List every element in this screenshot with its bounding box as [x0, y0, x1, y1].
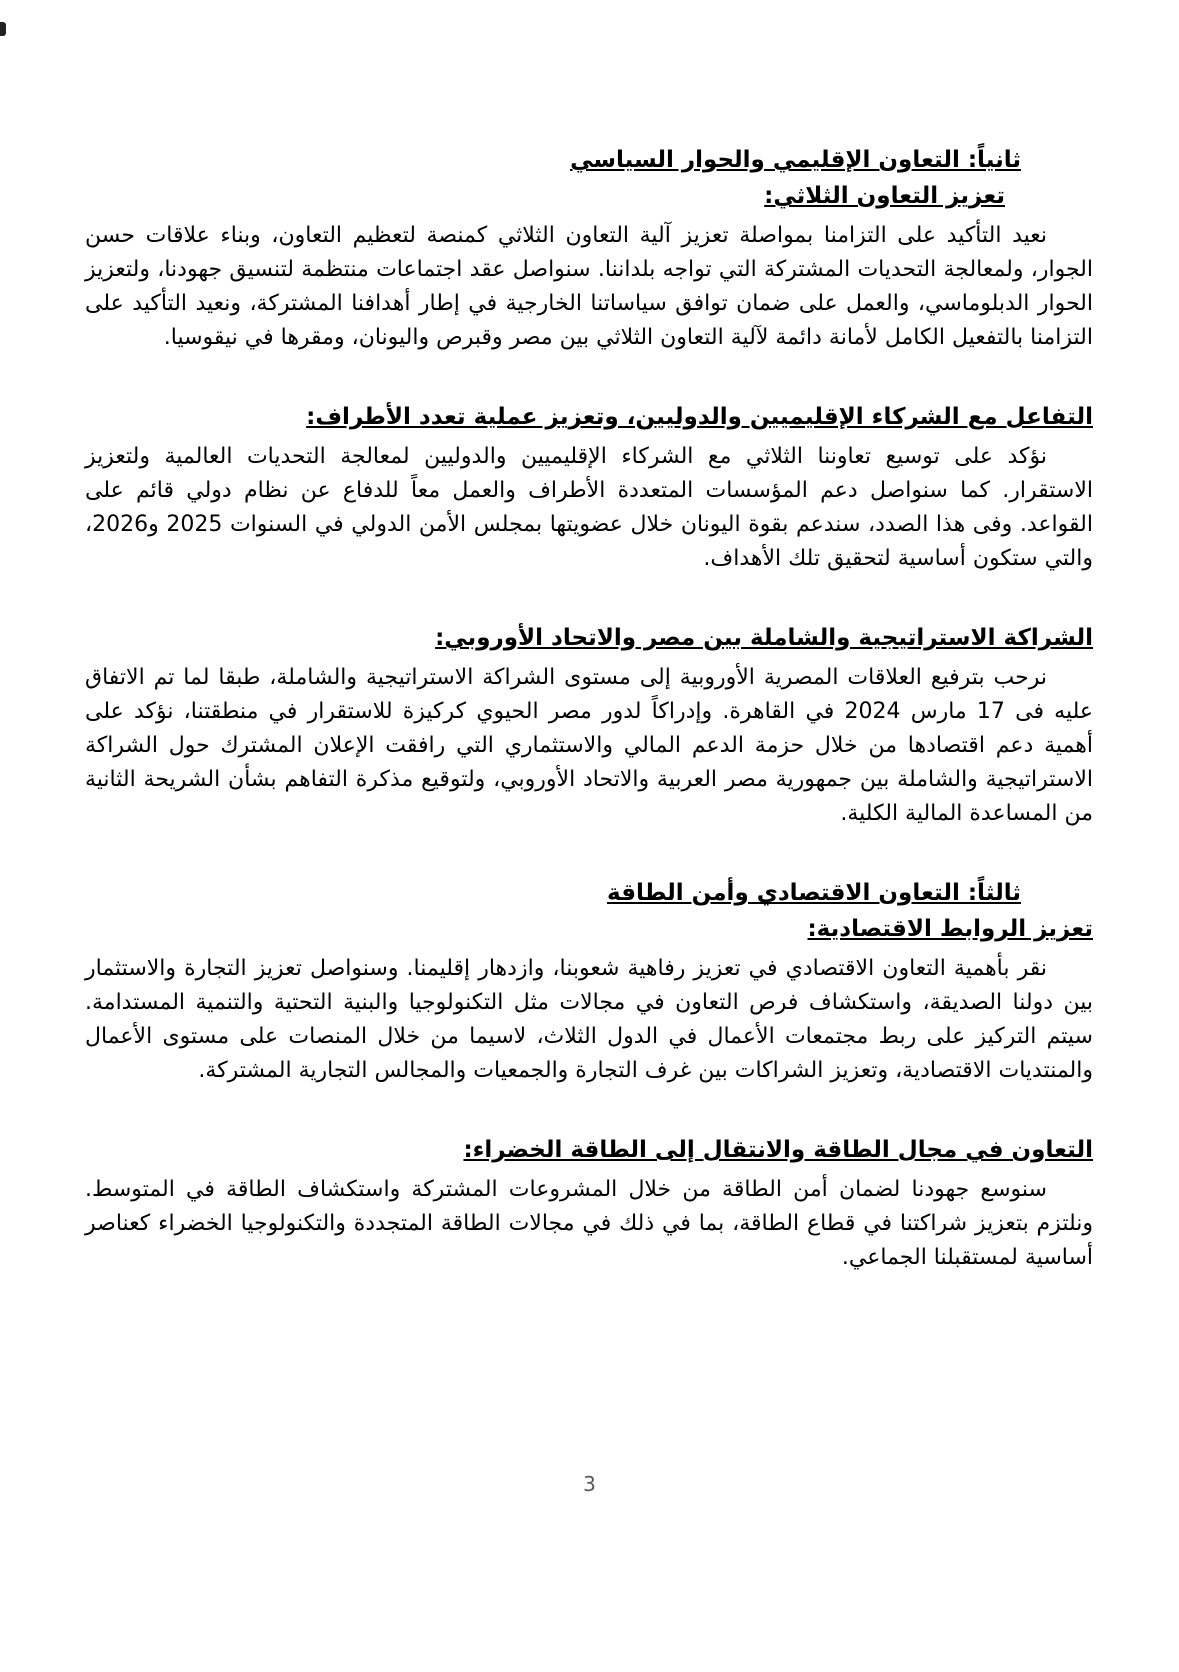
page-number: 3 — [583, 1472, 596, 1496]
section-heading-partners-multilateralism: التفاعل مع الشركاء الإقليميين والدوليين، وتعزيز عملية تعدد الأطراف: — [306, 404, 1093, 430]
section-subheading-economic-ties: تعزيز الروابط الاقتصادية: — [807, 916, 1093, 942]
section-heading-energy-green-transition: التعاون في مجال الطاقة والانتقال إلى الطاقة الخضراء: — [463, 1137, 1093, 1163]
section-green-energy — [85, 1132, 1093, 1275]
section-regional-international-partners — [85, 399, 1093, 576]
section-heading-economic-energy-security: ثالثاً: التعاون الاقتصادي وأمن الطاقة — [607, 880, 1021, 906]
section-heading-regional-political-dialogue: ثانياً: التعاون الإقليمي والحوار السياسي — [570, 147, 1021, 173]
section-paragraph-green-energy: سنوسع جهودنا لضمان أمن الطاقة من خلال المشروعات المشتركة واستكشاف الطاقة في المتوسط. ونلتزم بتعزيز شراكتنا في قطاع الطاقة، بما في ذلك في مجالات الطاقة المتجددة والتكنولوجيا الخضراء كعناصر أساسية لمستقبلنا الجماعي. — [85, 1177, 1093, 1270]
section-egypt-eu-partnership — [85, 620, 1093, 831]
section-paragraph-trilateral: نعيد التأكيد على التزامنا بمواصلة تعزيز آلية التعاون الثلاثي كمنصة لتعظيم التعاون، وبناء علاقات حسن الجوار، ولمعالجة التحديات المشتركة التي تواجه بلداننا. سنواصل عقد اجتماعات منتظمة لتنسيق جهودنا، ولتعزيز الحوار الدبلوماسي، والعمل على ضمان توافق سياساتنا الخارجية في إطار أهدافنا المشتركة، ونعيد التأكيد على التزامنا بالتفعيل الكامل لأمانة دائمة لآلية التعاون الثلاثي بين مصر وقبرص واليونان، ومقرها في نيقوسيا. — [85, 223, 1093, 350]
section-paragraph-egypt-eu: نرحب بترفيع العلاقات المصرية الأوروبية إلى مستوى الشراكة الاستراتيجية والشاملة، طبقا لما تم الاتفاق عليه فى 17 مارس 2024 في القاهرة. وإدراكاً لدور مصر الحيوي كركيزة للاستقرار في منطقتنا، نؤكد على أهمية دعم اقتصادها من خلال حزمة الدعم المالي والاستثماري التي رافقت الإعلان المشترك حول الشراكة الاستراتيجية والشاملة بين جمهورية مصر العربية والاتحاد الأوروبي، ولتوقيع مذكرة التفاهم بشأن الشريحة الثانية من المساعدة المالية الكلية. — [85, 665, 1094, 826]
scan-artifact — [0, 22, 6, 36]
document-content — [85, 142, 1093, 1319]
section-economic-energy — [85, 875, 1093, 1088]
section-paragraph-partners: نؤكد على توسيع تعاوننا الثلاثي مع الشركاء الإقليميين والدوليين لمعالجة التحديات العالمية ولتعزيز الاستقرار. كما سنواصل دعم المؤسسات المتعددة الأطراف والعمل معاً للدفاع عن نظام دولي قائم على القواعد. وفى هذا الصدد، سندعم بقوة اليونان خلال عضويتها بمجلس الأمن الدولي في السنوات 2025 و2026، والتي ستكون أساسية لتحقيق تلك الأهداف. — [85, 444, 1093, 571]
section-trilateral-cooperation — [85, 142, 1093, 355]
section-subheading-strengthen-trilateral: تعزيز التعاون الثلاثي: — [764, 183, 1005, 209]
section-paragraph-economic-ties: نقر بأهمية التعاون الاقتصادي في تعزيز رفاهية شعوبنا، وازدهار إقليمنا. وسنواصل تعزيز التجارة والاستثمار بين دولنا الصديقة، واستكشاف فرص التعاون في مجالات مثل التكنولوجيا والبنية التحتية والتنمية المستدامة. سيتم التركيز على ربط مجتمعات الأعمال في الدول الثلاث، لاسيما من خلال المنصات على مستوى الأعمال والمنتديات الاقتصادية، وتعزيز الشراكات بين غرف التجارة والجمعيات والمجالس التجارية المشتركة. — [85, 956, 1093, 1083]
section-heading-egypt-eu: الشراكة الاستراتيجية والشاملة بين مصر والاتحاد الأوروبي: — [435, 625, 1093, 651]
